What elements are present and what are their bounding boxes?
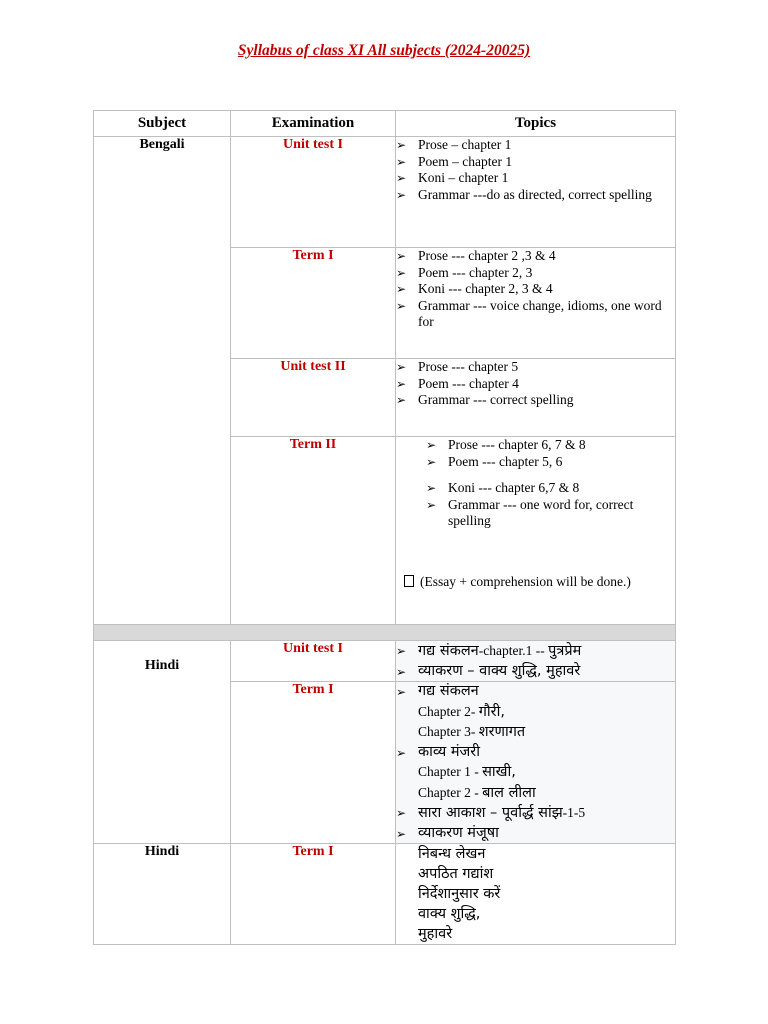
header-examination: Examination [231, 111, 396, 137]
list-item: ➢ Grammar --- one word for, correct spelling [426, 497, 675, 530]
header-subject: Subject [94, 111, 231, 137]
list-item: ➢ Prose --- chapter 6, 7 & 8 [426, 437, 675, 454]
list-item: ➢ Grammar --- correct spelling [396, 392, 675, 409]
subject-bengali: Bengali [94, 137, 231, 625]
list-item: Chapter 2 - बाल लीला [418, 784, 536, 801]
list-item: ➢ Poem – chapter 1 [396, 154, 675, 171]
exam-label: Unit test II [231, 359, 396, 437]
topics-cell [396, 437, 676, 625]
exam-label: Unit test I [231, 137, 396, 248]
list-item: मुहावरे [418, 926, 453, 942]
list-item: ➢ Koni – chapter 1 [396, 170, 675, 187]
topics-cell [396, 844, 676, 945]
note-text: (Essay + comprehension will be done.) [420, 573, 631, 589]
table-row [94, 844, 676, 945]
list-item: ➢ व्याकरण – वाक्य शुद्धि, मुहावरे [396, 662, 675, 682]
list-item: ➢ Koni --- chapter 2, 3 & 4 [396, 281, 675, 298]
list-item: ➢ गद्य संकलन [396, 682, 675, 702]
list-item: ➢ Koni --- chapter 6,7 & 8 [426, 480, 675, 497]
topics-cell [396, 682, 676, 844]
table-row [94, 641, 676, 682]
exam-label: Term I [231, 844, 396, 945]
list-item: ➢ सारा आकाश – पूर्वार्द्ध सांझ-1-5 [396, 803, 675, 824]
subject-hindi: Hindi [94, 641, 231, 844]
separator-row [94, 625, 676, 641]
list-item: ➢ Grammar --- voice change, idioms, one word for [396, 298, 675, 331]
checkbox-glyph-icon [404, 575, 414, 587]
list-item: ➢ Poem --- chapter 4 [396, 376, 675, 393]
list-item: ➢ Prose – chapter 1 [396, 137, 675, 154]
list-item: ➢ Poem --- chapter 5, 6 [426, 454, 675, 471]
list-item: अपठित गद्यांश [418, 866, 494, 882]
exam-label: Term I [231, 682, 396, 844]
list-item: ➢ Prose --- chapter 5 [396, 359, 675, 376]
page-title: Syllabus of class XI All subjects (2024-20025) [237, 42, 531, 59]
list-item: निबन्ध लेखन [418, 846, 486, 862]
list-item: ➢ व्याकरण मंजूषा [396, 824, 675, 844]
header-topics: Topics [396, 111, 676, 137]
list-item: Chapter 3- शरणागत [418, 724, 526, 740]
note [400, 574, 675, 591]
list-item: Chapter 1 - साखी, [418, 764, 516, 780]
list-item: Chapter 2- गौरी, [418, 703, 505, 720]
list-item: निर्देशानुसार करें [418, 886, 501, 902]
exam-label: Term II [231, 437, 396, 625]
topics-cell [396, 359, 676, 437]
list-item: ➢ गद्य संकलन-chapter.1 -- पुत्रप्रेम [396, 641, 675, 662]
list-item: ➢ Prose --- chapter 2 ,3 & 4 [396, 248, 675, 265]
list-item: ➢ काव्य मंजरी [396, 743, 675, 763]
topics-cell [396, 137, 676, 248]
list-item: ➢ Poem --- chapter 2, 3 [396, 265, 675, 282]
exam-label: Unit test I [231, 641, 396, 682]
topics-cell [396, 248, 676, 359]
topics-cell [396, 641, 676, 682]
list-item: वाक्य शुद्धि, [418, 906, 481, 922]
subject-hindi: Hindi [94, 844, 231, 945]
table-header-row [94, 111, 676, 137]
exam-label: Term I [231, 248, 396, 359]
syllabus-table [93, 110, 676, 945]
list-item: ➢ Grammar ---do as directed, correct spelling [396, 187, 675, 204]
table-row [94, 137, 676, 248]
